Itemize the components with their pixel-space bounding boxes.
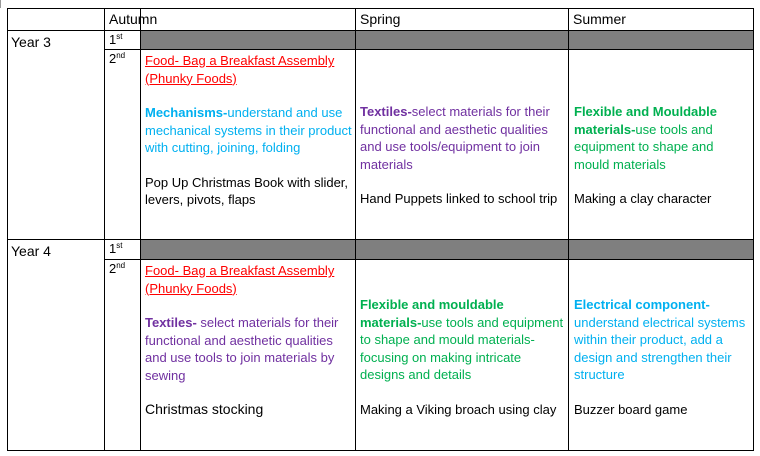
electrical-text: Electrical component-understand electrical systems within their product, add a design and strengthen their structure bbox=[574, 297, 746, 382]
project-text: Pop Up Christmas Book with slider, levers, pivots, flaps bbox=[145, 174, 349, 207]
food-assembly-text: Food- Bag a Breakfast Assembly (Phunky Foods) bbox=[145, 263, 335, 296]
col-line bbox=[568, 8, 569, 451]
col-line bbox=[104, 8, 105, 451]
year4-spring-cell bbox=[360, 296, 565, 418]
mechanisms-text: Mechanisms-understand and use mechanical systems in their product with cutting, joining, folding bbox=[145, 105, 352, 155]
textiles-text: Textiles- select materials for their functional and aesthetic qualities and use tools to join materials by sewing bbox=[145, 315, 339, 383]
year4-term2-label: 2nd bbox=[109, 261, 126, 276]
mouldable-text: Flexible and mouldable materials-use tools and equipment to shape and mould materials-focusing on making intricate designs and details bbox=[360, 297, 564, 382]
year3-term2-label: 2nd bbox=[109, 51, 126, 66]
year3-summer-cell bbox=[574, 103, 752, 208]
project-text: Hand Puppets linked to school trip bbox=[360, 191, 558, 206]
col-line bbox=[140, 8, 141, 451]
textiles-text: Textiles-select materials for their functional and aesthetic qualities and use tools/equipment to join materials bbox=[360, 104, 550, 172]
project-text: Buzzer board game bbox=[574, 401, 688, 417]
year3-term1-band bbox=[141, 31, 753, 49]
row-line bbox=[7, 8, 754, 9]
col-line bbox=[7, 8, 8, 451]
header-autumn: Autumn bbox=[109, 11, 158, 27]
header-spring: Spring bbox=[360, 11, 401, 27]
col-line bbox=[753, 8, 754, 451]
project-text: Christmas stocking bbox=[145, 401, 264, 417]
year3-label: Year 3 bbox=[11, 34, 51, 50]
year4-term1-label: 1st bbox=[109, 241, 123, 256]
year4-label: Year 4 bbox=[11, 243, 51, 259]
row-line bbox=[7, 30, 754, 31]
project-text: Making a clay character bbox=[574, 191, 712, 206]
year4-term1-band bbox=[141, 240, 753, 259]
row-line bbox=[104, 49, 754, 50]
row-line bbox=[7, 239, 754, 240]
year3-term1-label: 1st bbox=[109, 32, 123, 47]
year3-spring-cell bbox=[360, 103, 565, 208]
row-line bbox=[104, 259, 754, 260]
food-assembly-text: Food- Bag a Breakfast Assembly (Phunky Foods) bbox=[145, 53, 335, 86]
col-line bbox=[355, 8, 356, 451]
year3-autumn-cell bbox=[145, 52, 353, 209]
header-summer: Summer bbox=[573, 11, 626, 27]
row-line bbox=[7, 450, 754, 451]
year4-summer-cell bbox=[574, 296, 752, 418]
mouldable-text: Flexible and Mouldable materials-use tools and equipment to shape and mould materials bbox=[574, 104, 718, 172]
col-line bbox=[0, 0, 1, 8]
project-text: Making a Viking broach using clay bbox=[360, 401, 557, 417]
year4-autumn-cell bbox=[145, 262, 353, 419]
